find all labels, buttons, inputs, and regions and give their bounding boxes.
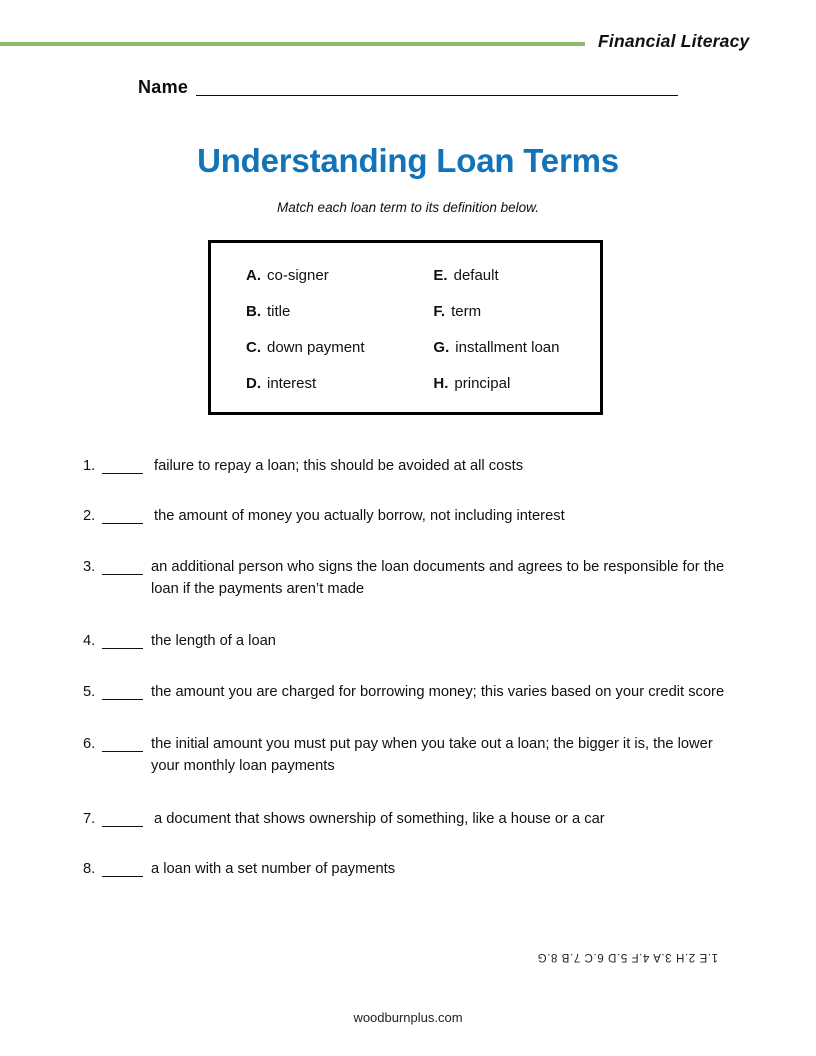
- word-bank-term: principal: [454, 375, 511, 392]
- question-number: 4.: [83, 633, 96, 650]
- question-number: 6.: [83, 736, 96, 753]
- question-item: [83, 455, 733, 477]
- word-bank-item: [246, 303, 433, 339]
- word-bank-letter: H.: [433, 375, 449, 392]
- question-text: the amount of money you actually borrow, not including interest: [154, 508, 565, 525]
- header-green-rule: [0, 42, 585, 46]
- word-bank-term: down payment: [267, 339, 365, 356]
- word-bank-box: [208, 240, 603, 415]
- word-bank-item: [246, 339, 433, 375]
- question-number: 2.: [83, 508, 96, 525]
- word-bank-letter: E.: [433, 267, 448, 284]
- word-bank-letter: D.: [246, 375, 261, 392]
- word-bank-column-2: [433, 267, 588, 411]
- word-bank-columns: [246, 267, 588, 411]
- instructions-text: Match each loan term to its definition below.: [277, 200, 539, 215]
- answer-blank[interactable]: [102, 508, 143, 524]
- question-text: a loan with a set number of payments: [151, 861, 396, 878]
- answer-blank[interactable]: [102, 736, 143, 752]
- word-bank-item: [246, 267, 433, 303]
- question-number: 7.: [83, 810, 96, 827]
- question-item: [83, 733, 733, 778]
- answer-blank[interactable]: [102, 559, 143, 575]
- word-bank-term: installment loan: [455, 339, 560, 356]
- question-text: failure to repay a loan; this should be avoided at all costs: [154, 458, 524, 474]
- word-bank-letter: C.: [246, 339, 261, 356]
- word-bank-term: co-signer: [267, 267, 329, 284]
- question-item: [83, 630, 733, 652]
- word-bank-item: [433, 267, 588, 303]
- answer-blank[interactable]: [102, 458, 143, 474]
- name-field-row: [138, 78, 678, 96]
- word-bank-term: term: [451, 303, 482, 320]
- word-bank-column-1: [246, 267, 433, 411]
- question-item: [83, 681, 733, 703]
- question-text: an additional person who signs the loan documents and agrees to be responsible for the loan if the payments aren’t made: [151, 558, 725, 598]
- word-bank-item: [433, 303, 588, 339]
- question-number: 5.: [83, 683, 96, 700]
- question-text: the amount you are charged for borrowing money; this varies based on your credit score: [151, 683, 725, 700]
- answer-blank[interactable]: [102, 861, 143, 877]
- word-bank-letter: F.: [433, 303, 446, 320]
- question-text: a document that shows ownership of something, like a house or a car: [154, 810, 605, 827]
- page-title: Understanding Loan Terms: [197, 142, 619, 179]
- word-bank-term: default: [453, 267, 499, 284]
- answer-blank[interactable]: [102, 633, 143, 649]
- answer-key: 1.E 2.H 3.A 4.F 5.D 6.C 7.B 8.G: [537, 951, 718, 963]
- question-number: 1.: [83, 458, 96, 474]
- word-bank-item: [246, 375, 433, 411]
- question-number: 3.: [83, 558, 96, 575]
- question-item: [83, 808, 733, 830]
- word-bank-letter: A.: [246, 267, 261, 284]
- subject-label: Financial Literacy: [598, 31, 750, 51]
- word-bank-term: title: [267, 303, 291, 320]
- answer-blank[interactable]: [102, 684, 143, 700]
- answer-blank[interactable]: [102, 811, 143, 827]
- question-text: the initial amount you must put pay when you take out a loan; the bigger it is, the lower your monthly loan payments: [151, 736, 713, 775]
- question-item: [83, 556, 733, 601]
- word-bank-term: interest: [267, 375, 317, 392]
- name-label: Name: [138, 77, 189, 97]
- word-bank-item: [433, 339, 588, 375]
- question-text: the length of a loan: [151, 633, 276, 650]
- word-bank-letter: G.: [433, 339, 450, 356]
- word-bank-letter: B.: [246, 303, 261, 320]
- question-item: [83, 858, 733, 880]
- question-list: [83, 455, 733, 908]
- question-item: [83, 505, 733, 527]
- footer-website: woodburnplus.com: [353, 1010, 463, 1025]
- question-number: 8.: [83, 861, 96, 878]
- word-bank-item: [433, 375, 588, 411]
- name-input-line[interactable]: [196, 78, 678, 96]
